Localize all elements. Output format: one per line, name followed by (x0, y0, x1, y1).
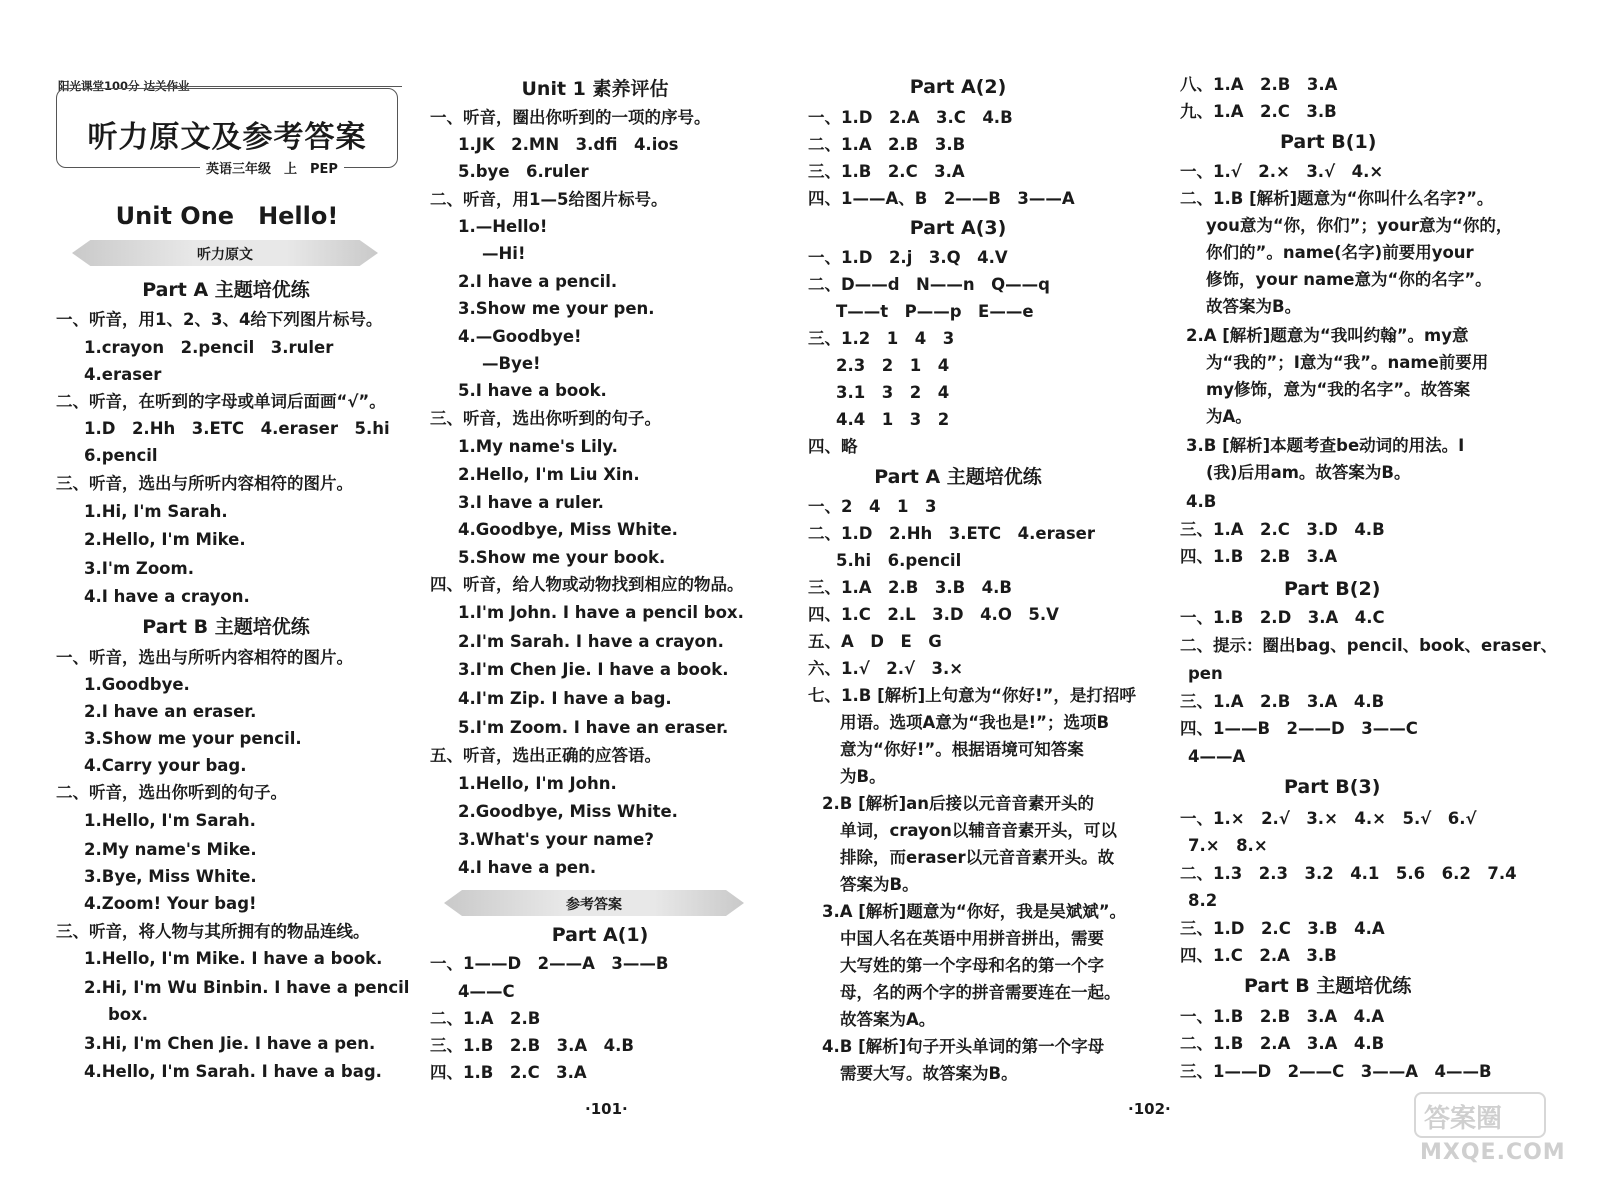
text-line: 母，名的两个字的拼音需要连在一起。 (840, 983, 1121, 1002)
text-line: 二、1.B [解析]题意为“你叫什么名字?”。 (1180, 189, 1494, 208)
text-line: 排除，而eraser以元音音素开头。故 (840, 848, 1115, 867)
section-heading: Part A 主题培优练 (142, 279, 310, 301)
text-line: 3.1 3 2 4 (836, 383, 950, 402)
text-line: 一、1.D 2.A 3.C 4.B (808, 108, 1013, 127)
text-line: 5.I have a book. (458, 381, 607, 400)
text-line: 二、1.A 2.B 3.B (808, 135, 966, 154)
unit-title: Unit One Hello! (115, 202, 339, 230)
text-line: 2.Hello, I'm Mike. (84, 530, 246, 549)
text-line: 3.B [解析]本题考查be动词的用法。I (1186, 436, 1465, 455)
text-line: 一、听音，用1、2、3、4给下列图片标号。 (56, 310, 383, 329)
text-line: 四、1——B 2——D 3——C (1180, 719, 1418, 738)
text-line: 4.—Goodbye! (458, 327, 582, 346)
text-line: 1.Hi, I'm Sarah. (84, 502, 228, 521)
text-line: 八、1.A 2.B 3.A (1180, 75, 1338, 94)
text-line: my修饰，意为“我的名字”。故答案 (1206, 380, 1471, 399)
text-line: 需要大写。故答案为B。 (840, 1064, 1018, 1083)
section-heading: Part B(3) (1284, 776, 1381, 798)
text-line: 1.Hello, I'm Sarah. (84, 811, 256, 830)
text-line: 4.Goodbye, Miss White. (458, 520, 678, 539)
text-line: 五、A D E G (808, 632, 942, 651)
text-line: 二、提示：圈出bag、pencil、book、eraser、 (1180, 636, 1558, 655)
text-line: 2.Hello, I'm Liu Xin. (458, 465, 640, 484)
text-line: 三、听音，选出你听到的句子。 (430, 409, 661, 428)
text-line: you意为“你，你们”；your意为“你的， (1206, 216, 1513, 235)
text-line: 4.Hello, I'm Sarah. I have a bag. (84, 1062, 382, 1081)
text-line: 2.B [解析]an后接以元音音素开头的 (822, 794, 1095, 813)
section-heading: Unit 1 素养评估 (521, 78, 669, 100)
text-line: 1.Goodbye. (84, 675, 190, 694)
text-line: 二、听音，用1—5给图片标号。 (430, 190, 668, 209)
text-line: 5.hi 6.pencil (836, 551, 962, 570)
text-line: 一、1.√ 2.× 3.√ 4.× (1180, 162, 1384, 181)
text-line: 1.Hello, I'm Mike. I have a book. (84, 949, 383, 968)
text-line: 3.I'm Zoom. (84, 559, 194, 578)
text-line: 四、略 (808, 437, 858, 456)
page-number-right: ·102· (1128, 1100, 1171, 1118)
text-line: 七、1.B [解析]上句意为“你好!”，是打招呼 (808, 686, 1136, 705)
text-line: 3.Show me your pen. (458, 299, 655, 318)
text-line: 意为“你好!”。根据语境可知答案 (840, 740, 1084, 759)
text-line: 1.JK 2.MN 3.dfi 4.ios (458, 135, 679, 154)
text-line: 3.Hi, I'm Chen Jie. I have a pen. (84, 1034, 376, 1053)
text-line: 三、听音，将人物与其所拥有的物品连线。 (56, 922, 370, 941)
text-line: 大写姓的第一个字母和名的第一个字 (840, 956, 1104, 975)
brand-label: 阳光课堂100分 达关作业 (58, 79, 190, 93)
text-line: 2.I have a pencil. (458, 272, 618, 291)
text-line: 三、1.A 2.C 3.D 4.B (1180, 520, 1385, 539)
text-line: 3.Show me your pencil. (84, 729, 302, 748)
text-line: 4.I'm Zip. I have a bag. (458, 689, 672, 708)
text-line: 一、1——D 2——A 3——B (430, 954, 669, 973)
text-line: 为B。 (840, 767, 886, 786)
watermark-logo (1414, 1092, 1546, 1138)
text-line: 4——A (1188, 747, 1246, 766)
text-line: 二、1.3 2.3 3.2 4.1 5.6 6.2 7.4 (1180, 864, 1517, 883)
text-line: 1.I'm John. I have a pencil box. (458, 603, 744, 622)
text-line: 一、1.B 2.D 3.A 4.C (1180, 608, 1385, 627)
text-line: 3.Bye, Miss White. (84, 867, 257, 886)
text-line: 二、D——d N——n Q——q (808, 275, 1050, 294)
text-line: 用语。选项A意为“我也是!”；选项B (840, 713, 1110, 732)
page-subtitle: 英语三年级 上 PEP (200, 158, 344, 177)
text-line: 2.A [解析]题意为“我叫约翰”。my意 (1186, 326, 1469, 345)
section-heading: Part A(3) (909, 217, 1007, 239)
text-line: (我)后用am。故答案为B。 (1206, 463, 1411, 482)
text-line: 3.What's your name? (458, 830, 654, 849)
text-line: 故答案为B。 (1206, 297, 1302, 316)
text-line: 故答案为A。 (840, 1010, 936, 1029)
text-line: 单词，crayon以辅音音素开头，可以 (840, 821, 1117, 840)
text-line: 5.I'm Zoom. I have an eraser. (458, 718, 729, 737)
text-line: 修饰，your name意为“你的名字”。 (1206, 270, 1492, 289)
text-line: 5.Show me your book. (458, 548, 666, 567)
text-line: 中国人名在英语中用拼音拼出，需要 (840, 929, 1104, 948)
text-line: 3.A [解析]题意为“你好，我是吴斌斌”。 (822, 902, 1127, 921)
text-line: 四、1.C 2.L 3.D 4.O 5.V (808, 605, 1059, 624)
section-banner-listening-label: 听力原文 (197, 247, 253, 263)
text-line: box. (108, 1005, 149, 1024)
text-line: 四、1.C 2.A 3.B (1180, 946, 1337, 965)
text-line: 为A。 (1206, 407, 1252, 426)
text-line: 4.4 1 3 2 (836, 410, 950, 429)
text-line: 二、1.B 2.A 3.A 4.B (1180, 1034, 1385, 1053)
text-line: 2.I'm Sarah. I have a crayon. (458, 632, 724, 651)
text-line: 1.D 2.Hh 3.ETC 4.eraser 5.hi (84, 419, 390, 438)
text-line: 1.—Hello! (458, 217, 548, 236)
text-line: 2.My name's Mike. (84, 840, 257, 859)
text-line: 一、1.B 2.B 3.A 4.A (1180, 1007, 1385, 1026)
text-line: 二、听音，选出你听到的句子。 (56, 783, 287, 802)
text-line: T——t P——p E——e (836, 302, 1034, 321)
section-heading: Part B 主题培优练 (142, 616, 310, 638)
text-line: 五、听音，选出正确的应答语。 (430, 746, 661, 765)
text-line: —Bye! (482, 354, 541, 373)
section-heading: Part A(2) (909, 76, 1007, 98)
text-line: 4.I have a crayon. (84, 587, 250, 606)
section-heading: Part B 主题培优练 (1244, 975, 1412, 997)
text-line: 一、2 4 1 3 (808, 497, 937, 516)
text-line: 4.Zoom! Your bag! (84, 894, 257, 913)
text-line: 7.× 8.× (1188, 836, 1268, 855)
text-line: 二、1.D 2.Hh 3.ETC 4.eraser (808, 524, 1095, 543)
section-heading: Part B(2) (1284, 578, 1381, 600)
text-line: —Hi! (482, 244, 526, 263)
section-heading: Part B(1) (1280, 131, 1377, 153)
text-line: 一、1.D 2.j 3.Q 4.V (808, 248, 1008, 267)
text-line: 三、1——D 2——C 3——A 4——B (1180, 1062, 1492, 1081)
text-line: 3.I'm Chen Jie. I have a book. (458, 660, 729, 679)
brand-divider (152, 86, 402, 87)
text-line: 2.I have an eraser. (84, 702, 257, 721)
text-line: 六、1.√ 2.√ 3.× (808, 659, 964, 678)
text-line: 你们的”。name(名字)前要用your (1206, 243, 1474, 262)
page-title: 听力原文及参考答案 (87, 120, 367, 155)
text-line: 4.B [解析]句子开头单词的第一个字母 (822, 1037, 1105, 1056)
text-line: 三、1.B 2.C 3.A (808, 162, 965, 181)
text-line: 4.B (1186, 492, 1217, 511)
text-line: 4.Carry your bag. (84, 756, 247, 775)
section-heading: Part A 主题培优练 (874, 466, 1042, 488)
text-line: 三、1.A 2.B 3.B 4.B (808, 578, 1012, 597)
text-line: 四、1.B 2.B 3.A (1180, 547, 1338, 566)
text-line: 三、1.B 2.B 3.A 4.B (430, 1036, 634, 1055)
text-line: 为“我的”；I意为“我”。name前要用 (1206, 353, 1489, 372)
text-line: 3.I have a ruler. (458, 493, 604, 512)
text-line: 一、听音，圈出你听到的一项的序号。 (430, 108, 711, 127)
text-line: 九、1.A 2.C 3.B (1180, 102, 1337, 121)
text-line: 四、1.B 2.C 3.A (430, 1063, 587, 1082)
text-line: 2.Hi, I'm Wu Binbin. I have a pencil (84, 978, 410, 997)
text-line: 1.Hello, I'm John. (458, 774, 617, 793)
text-line: 一、听音，选出与所听内容相符的图片。 (56, 648, 353, 667)
text-line: 2.3 2 1 4 (836, 356, 950, 375)
text-line: 4.eraser (84, 365, 162, 384)
text-line: 1.crayon 2.pencil 3.ruler (84, 338, 334, 357)
text-line: 6.pencil (84, 446, 158, 465)
text-line: 四、1——A、B 2——B 3——A (808, 189, 1075, 208)
text-line: 二、1.A 2.B (430, 1009, 541, 1028)
text-line: 8.2 (1188, 891, 1218, 910)
section-heading: Part A(1) (551, 924, 649, 946)
text-line: 三、1.D 2.C 3.B 4.A (1180, 919, 1385, 938)
watermark-url: MXQE.COM (1420, 1140, 1566, 1165)
text-line: 答案为B。 (840, 875, 919, 894)
text-line: 三、听音，选出与所听内容相符的图片。 (56, 474, 353, 493)
page-number-left: ·101· (585, 1100, 628, 1118)
text-line: 四、听音，给人物或动物找到相应的物品。 (430, 575, 744, 594)
text-line: 4.I have a pen. (458, 858, 597, 877)
text-line: 2.Goodbye, Miss White. (458, 802, 678, 821)
text-line: pen (1188, 664, 1223, 683)
text-line: 4——C (458, 982, 515, 1001)
text-line: 1.My name's Lily. (458, 437, 618, 456)
text-line: 一、1.× 2.√ 3.× 4.× 5.√ 6.√ (1180, 809, 1477, 828)
text-line: 5.bye 6.ruler (458, 162, 589, 181)
watermark-logo-text: 答案圈 (1424, 1104, 1503, 1134)
text-line: 二、听音，在听到的字母或单词后面画“√”。 (56, 392, 386, 411)
text-line: 三、1.A 2.B 3.A 4.B (1180, 692, 1385, 711)
section-banner-answers-label: 参考答案 (566, 897, 622, 913)
text-line: 三、1.2 1 4 3 (808, 329, 955, 348)
